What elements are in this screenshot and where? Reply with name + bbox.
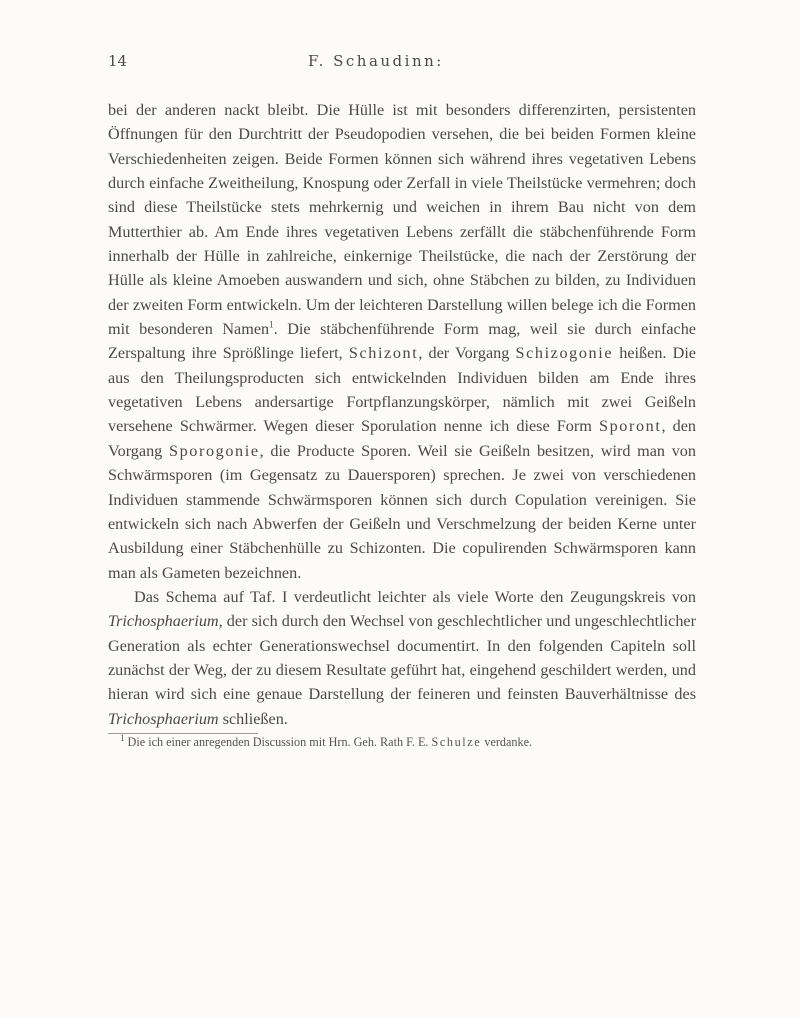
text-run: verdanke.	[481, 735, 533, 749]
text-run: , der sich durch den Wechsel von geschlechtlicher und ungeschlechtlicher Generation als echter Generationswechsel documentirt. In den folgenden Capiteln soll zunächst der Weg, der zu diesem Resultate geführt hat, eingehend geschildert werden, und hieran wird sich eine genaue Darstellung der feineren und feinsten Bauverhältnisse des	[108, 612, 696, 704]
footnote-marker: 1	[120, 732, 125, 743]
text-run: Das Schema auf Taf. I verdeutlicht leichter als viele Worte den Zeugungskreis von	[134, 587, 696, 606]
spaced-term: Schulze	[431, 735, 482, 749]
page-number: 14	[108, 52, 128, 70]
text-run: , die Producte Sporen. Weil sie Geißeln besitzen, wird man von Schwärmsporen (im Gegensatz zu Dauersporen) sprechen. Je zwei von verschiedenen Individuen stammende Schwärmsporen können sich durch Copulation vereinigen. Sie entwickeln sich nach Abwerfen der Geißeln und Verschmelzung der beiden Kerne unter Ausbildung einer Stäbchenhülle zu Schizonten. Die copulirenden Schwärmsporen kann man als Gameten bezeichnen.	[108, 441, 696, 582]
italic-term: Trichosphaerium	[108, 709, 219, 728]
text-run: . Die stäbchenführende Form mag, weil sie durch einfache Zerspaltung ihre Sprößlinge liefert,	[108, 320, 696, 363]
text-run: , der Vorgang	[418, 344, 516, 363]
paragraph	[108, 98, 696, 585]
running-head: F. Schaudinn:	[308, 52, 444, 70]
spaced-term: Schizogonie	[515, 344, 614, 363]
spaced-term: Sporont	[598, 417, 662, 436]
spaced-term: Sporogonie	[168, 441, 260, 460]
text-run: , den Vorgang	[108, 417, 697, 460]
text-run: bei der anderen nackt bleibt. Die Hülle ist mit besonders differenzirten, persistenten Öffnungen für den Durchtritt der Pseudopodien versehen, die bei beiden Formen kleine Verschiedenheiten zeigen. Beide Formen können sich während ihres vegetativen Lebens durch einfache Zweitheilung, Knospung oder Zerfall in viele Theilstücke vermehren; doch sind diese Theilstücke stets mehrkernig und weichen in ihrem Bau nicht von dem Mutterthier ab. Am Ende ihres vegetativen Lebens zerfällt die stäbchenführende Form innerhalb der Hülle in zahlreiche, einkernige Theilstücke, die nach der Zerstörung der Hülle als kleine Amoeben auswandern und sich, ohne Stäbchen zu bilden, zu Individuen der zweiten Form entwickeln. Um der leichteren Darstellung willen belege ich die Formen mit besonderen Namen	[108, 101, 696, 339]
page-header	[108, 52, 698, 76]
spaced-term: Schizont	[348, 344, 419, 363]
italic-term: Trichosphaerium	[108, 612, 219, 631]
footnote	[120, 732, 700, 750]
footnote-rule	[108, 733, 258, 734]
text-run: schließen.	[218, 709, 288, 728]
text-run: heißen. Die aus den Theilungsproducten sich entwickelnden Individuen bilden am Ende ihres vegetativen Lebens andersartige Fortpflanzungskörper, nämlich mit zwei Geißeln versehene Schwärmer. Wegen dieser Sporulation nenne ich diese Form	[108, 344, 696, 436]
footnote-marker: 1	[269, 319, 274, 330]
body-text	[108, 98, 696, 731]
paragraph	[108, 585, 696, 731]
text-run: Die ich einer anregenden Discussion mit Hrn. Geh. Rath F. E.	[124, 735, 432, 749]
